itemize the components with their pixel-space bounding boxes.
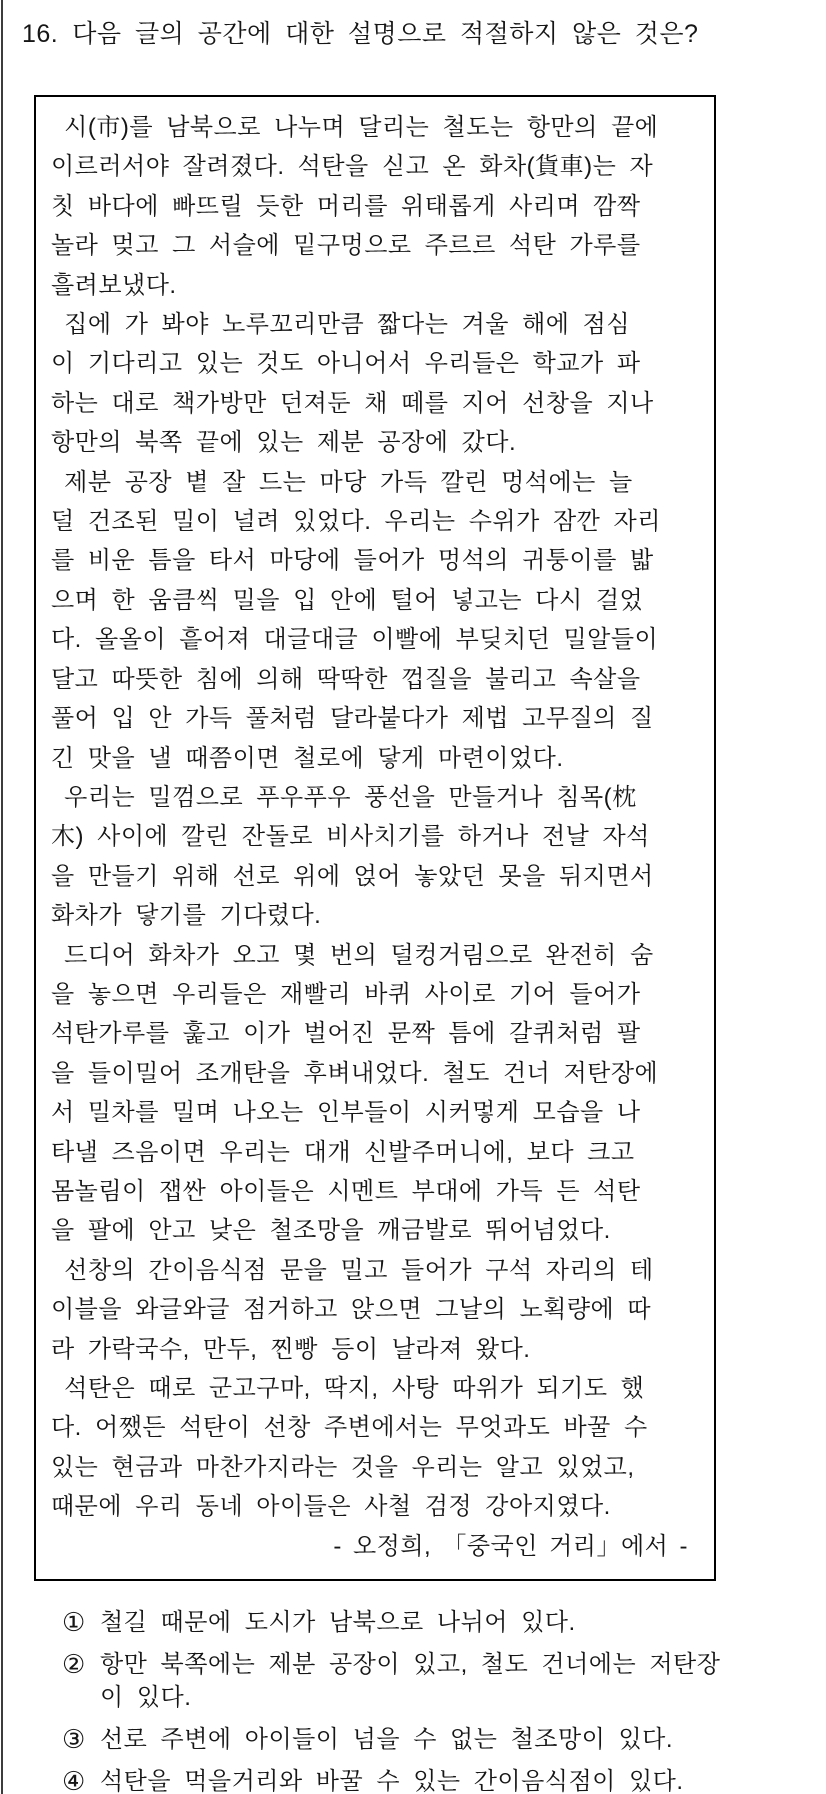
passage-line: 긴 맛을 낼 때쯤이면 철로에 닿게 마련이었다. bbox=[51, 744, 564, 772]
passage-line: 하는 대로 책가방만 던져둔 채 떼를 지어 선창을 지나 bbox=[51, 389, 654, 417]
passage-attribution: - 오정희, 「중국인 거리」에서 - bbox=[333, 1532, 688, 1560]
passage-line: 이르러서야 잘려졌다. 석탄을 싣고 온 화차(貨車)는 자 bbox=[51, 153, 654, 181]
passage-line: 몸놀림이 잽싼 아이들은 시멘트 부대에 가득 든 석탄 bbox=[51, 1177, 641, 1205]
passage-line: 우리는 밀껌으로 푸우푸우 풍선을 만들거나 침목(枕 bbox=[51, 783, 637, 811]
passage-line: 덜 건조된 밀이 널려 있었다. 우리는 수위가 잠깐 자리 bbox=[51, 508, 661, 536]
passage-line: 석탄은 때로 군고구마, 딱지, 사탕 따위가 되기도 했 bbox=[51, 1375, 645, 1402]
choice-line: 항만 북쪽에는 제분 공장이 있고, 철도 건너에는 저탄장 bbox=[100, 1651, 721, 1678]
choice-1-text bbox=[100, 1606, 576, 1639]
passage-line: 있는 현금과 마찬가지라는 것을 우리는 알고 있었고, bbox=[51, 1453, 635, 1481]
choice-4[interactable] bbox=[62, 1765, 810, 1794]
choice-2-marker: ② bbox=[62, 1649, 86, 1679]
choice-2[interactable] bbox=[62, 1648, 810, 1714]
choice-1-marker: ① bbox=[62, 1607, 86, 1637]
question-number: 16. bbox=[22, 20, 59, 48]
passage-line: 타낼 즈음이면 우리는 대개 신발주머니에, 보다 크고 bbox=[51, 1138, 635, 1166]
passage-line: 선창의 간이음식점 문을 밀고 들어가 구석 자리의 테 bbox=[51, 1256, 654, 1284]
passage-line: 木) 사이에 깔린 잔돌로 비사치기를 하거나 전날 자석 bbox=[51, 823, 650, 851]
passage-line: 시(市)를 남북으로 나누며 달리는 철도는 항만의 끝에 bbox=[51, 114, 659, 141]
passage-line: 이블을 와글와글 점거하고 앉으면 그날의 노획량에 따 bbox=[51, 1296, 652, 1324]
passage-line: 때문에 우리 동네 아이들은 사철 검정 강아지였다. bbox=[51, 1493, 611, 1521]
passage-line: 다. 올올이 흩어져 대글대글 이빨에 부딪치던 밀알들이 bbox=[51, 626, 659, 654]
passage-line: 항만의 북쪽 끝에 있는 제분 공장에 갔다. bbox=[51, 429, 517, 457]
passage-text bbox=[51, 108, 702, 1527]
passage-line: 석탄가루를 훑고 이가 벌어진 문짝 틈에 갈퀴처럼 팔 bbox=[51, 1020, 641, 1048]
question-header bbox=[22, 14, 698, 50]
passage-line: 이 기다리고 있는 것도 아니어서 우리들은 학교가 파 bbox=[51, 350, 641, 378]
column-divider-line bbox=[1, 0, 3, 1794]
choice-line: 철길 때문에 도시가 남북으로 나뉘어 있다. bbox=[100, 1609, 576, 1636]
passage-line: 을 놓으면 우리들은 재빨리 바퀴 사이로 기어 들어가 bbox=[51, 980, 641, 1008]
passage-line: 흘려보냈다. bbox=[51, 271, 177, 299]
passage-line: 풀어 입 안 가득 풀처럼 달라붙다가 제법 고무질의 질 bbox=[51, 705, 654, 733]
choice-4-text bbox=[100, 1765, 684, 1794]
passage-line: 을 팔에 안고 낮은 철조망을 깨금발로 뛰어넘었다. bbox=[51, 1217, 611, 1245]
choice-line: 이 있다. bbox=[100, 1684, 192, 1711]
passage-line: 서 밀차를 밀며 나오는 인부들이 시커멓게 모습을 나 bbox=[51, 1099, 641, 1127]
choice-3[interactable] bbox=[62, 1723, 810, 1756]
choice-3-marker: ③ bbox=[62, 1724, 86, 1754]
passage-line: 화차가 닿기를 기다렸다. bbox=[51, 902, 322, 930]
passage-line: 제분 공장 볕 잘 드는 마당 가득 깔린 멍석에는 늘 bbox=[51, 468, 633, 496]
passage-line: 을 만들기 위해 선로 위에 얹어 놓았던 못을 뒤지면서 bbox=[51, 862, 654, 890]
question-text: 다음 글의 공간에 대한 설명으로 적절하지 않은 것은? bbox=[72, 20, 699, 48]
passage-box bbox=[34, 95, 716, 1581]
passage-line: 드디어 화차가 오고 몇 번의 덜컹거림으로 완전히 숨 bbox=[51, 941, 654, 969]
choice-4-marker: ④ bbox=[62, 1766, 86, 1794]
passage-line: 달고 따뜻한 침에 의해 딱딱한 껍질을 불리고 속살을 bbox=[51, 665, 641, 693]
passage-line: 를 비운 틈을 타서 마당에 들어가 멍석의 귀퉁이를 밟 bbox=[51, 547, 654, 575]
choice-line: 선로 주변에 아이들이 넘을 수 없는 철조망이 있다. bbox=[100, 1726, 674, 1753]
passage-line: 놀라 멎고 그 서슬에 밑구멍으로 주르르 석탄 가루를 bbox=[51, 232, 641, 260]
choice-2-text bbox=[100, 1648, 720, 1714]
passage-line: 집에 가 봐야 노루꼬리만큼 짧다는 겨울 해에 점심 bbox=[51, 311, 631, 339]
choice-line: 석탄을 먹을거리와 바꿀 수 있는 간이음식점이 있다. bbox=[100, 1768, 684, 1794]
choice-1[interactable] bbox=[62, 1606, 810, 1639]
passage-line: 라 가락국수, 만두, 찐빵 등이 날라져 왔다. bbox=[51, 1335, 531, 1363]
answer-choices bbox=[62, 1606, 810, 1794]
passage-line: 칫 바다에 빠뜨릴 듯한 머리를 위태롭게 사리며 깜짝 bbox=[51, 192, 641, 220]
passage-line: 다. 어쨌든 석탄이 선창 주변에서는 무엇과도 바꿀 수 bbox=[51, 1414, 648, 1442]
passage-line: 을 들이밀어 조개탄을 후벼내었다. 철도 건너 저탄장에 bbox=[51, 1059, 659, 1087]
choice-3-text bbox=[100, 1723, 673, 1756]
passage-line: 으며 한 움큼씩 밀을 입 안에 털어 넣고는 다시 걸었 bbox=[51, 586, 644, 614]
